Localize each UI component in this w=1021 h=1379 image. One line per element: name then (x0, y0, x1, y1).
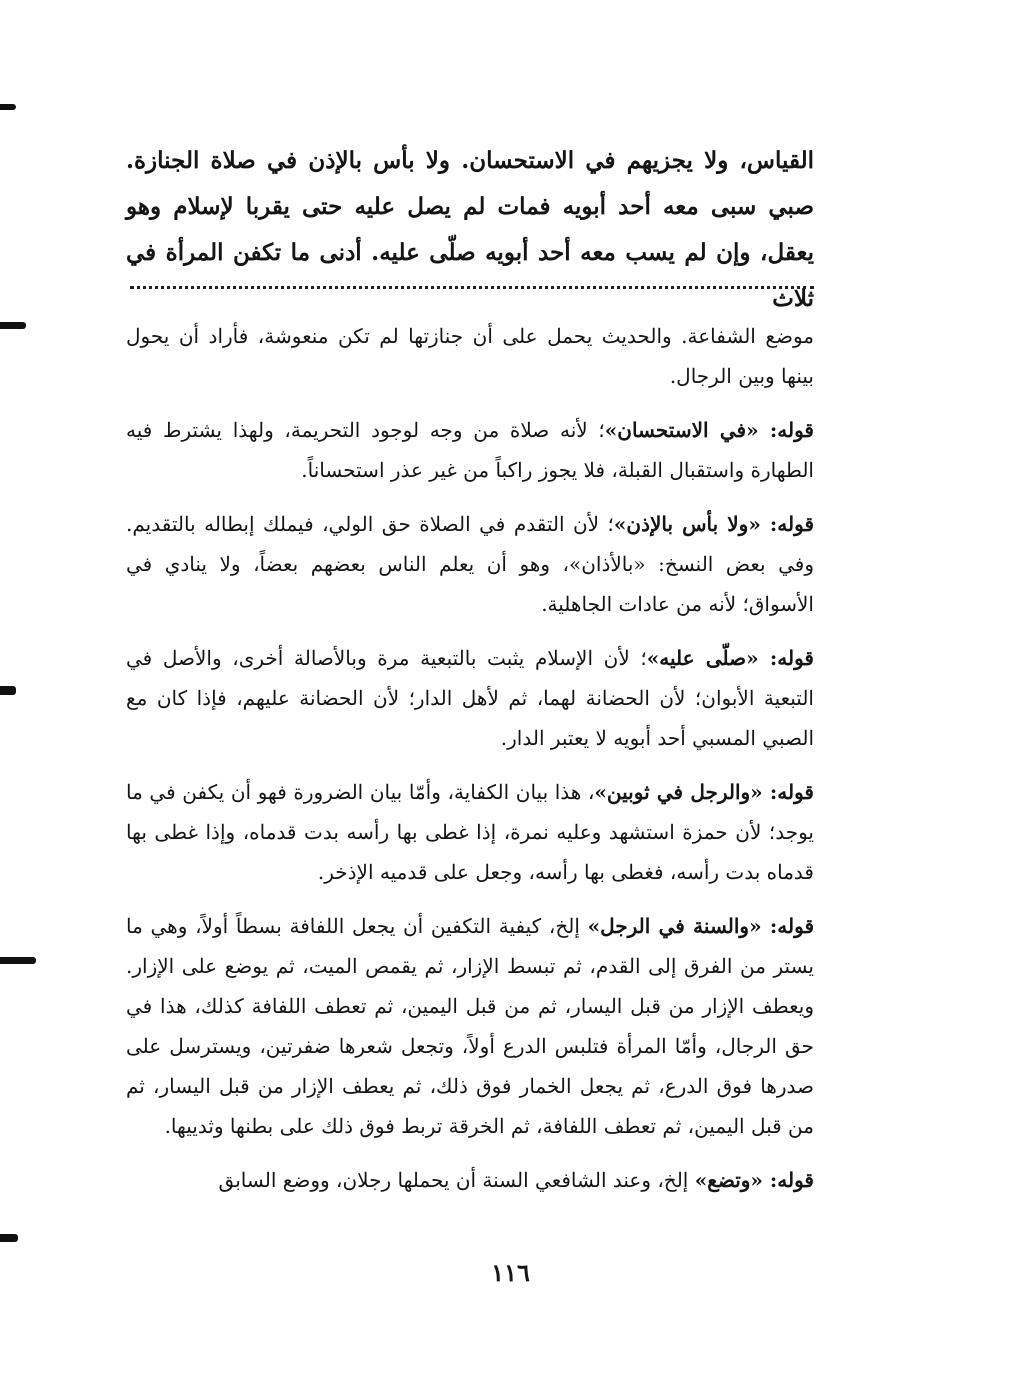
commentary (126, 316, 814, 1214)
margin-scan-mark (0, 104, 16, 110)
commentary-intro: موضع الشفاعة. والحديث يحمل على أن جنازتها لم تكن منعوشة، فأراد أن يحول بينها وبين الرجال. (126, 324, 814, 388)
paragraph-label: قوله: «صلّى عليه» (646, 646, 814, 670)
commentary-paragraph (126, 410, 814, 490)
margin-scan-mark (0, 957, 36, 964)
paragraph-label: قوله: «والرجل في ثوبين» (594, 780, 814, 804)
margin-scan-mark (0, 322, 26, 329)
commentary-paragraph (126, 638, 814, 758)
paragraph-label: قوله: «في الاستحسان» (604, 418, 814, 442)
commentary-paragraph (126, 1160, 814, 1200)
margin-scan-mark (0, 1234, 18, 1242)
paragraph-text: ، هذا بيان الكفاية، وأمّا بيان الضرورة فهو أن يكفن في ما يوجد؛ لأن حمزة استشهد وعليه نمرة، إذا غطى بها رأسه بدت قدماه، وإذا غطى بها قدماه بدت رأسه، فغطى بها رأسه، وجعل على قدميه الإذخر. (126, 780, 814, 884)
commentary-paragraph (126, 906, 814, 1146)
separator-dots (130, 286, 814, 289)
paragraph-label: قوله: «والسنة في الرجل» (587, 914, 814, 938)
paragraph-text: إلخ، وعند الشافعي السنة أن يحملها رجلان، ووضع السابق (218, 1168, 695, 1192)
paragraph-text: ؛ لأن التقدم في الصلاة حق الولي، فيملك إبطاله بالتقديم. وفي بعض النسخ: «بالأذان»، وهو أن يعلم الناس بعضهم بعضاً، ولا ينادي في الأسواق؛ لأنه من عادات الجاهلية. (126, 512, 814, 616)
paragraph-label: قوله: «ولا بأس بالإذن» (613, 512, 815, 536)
paragraph-label: قوله: «وتضع» (694, 1168, 814, 1192)
commentary-paragraph (126, 772, 814, 892)
paragraph-text: إلخ، كيفية التكفين أن يجعل اللفافة بسطاً أولاً، وهي ما يستر من الفرق إلى القدم، ثم تبسط الإزار، ثم يقمص الميت، ثم يوضع على الإزار. ويعطف الإزار من قبل اليسار، ثم من قبل اليمين، ثم تعطف اللفافة كذلك، هذا في حق الرجال، وأمّا المرأة فتلبس الدرع أولاً، وتجعل شعرها ضفرتين، ويسترسل على صدرها فوق الدرع، ثم يجعل الخمار فوق ذلك، ثم يعطف الإزار من قبل اليسار، ثم من قبل اليمين، ثم تعطف اللفافة، ثم الخرقة تربط فوق ذلك على بطنها وثدييها. (126, 914, 814, 1138)
main-text: القياس، ولا يجزيهم في الاستحسان. ولا بأس بالإذن في صلاة الجنازة. صبي سبى معه أحد أبويه فمات لم يصل عليه حتى يقربا لإسلام وهو يعقل، وإن لم يسب معه أحد أبويه صلّى عليه. أدنى ما تكفن المرأة في ثلاث (126, 147, 814, 312)
paragraph-text: ؛ لأن الإسلام يثبت بالتبعية مرة وبالأصالة أخرى، والأصل في التبعية الأبوان؛ لأن الحضانة لهما، ثم لأهل الدار؛ لأن الحضانة عليهم، فإذا كان مع الصبي المسبي أحد أبويه لا يعتبر الدار. (126, 646, 814, 750)
paragraph-text: ؛ لأنه صلاة من وجه لوجود التحريمة، ولهذا يشترط فيه الطهارة واستقبال القبلة، فلا يجوز راكباً من غير عذر استحساناً. (126, 418, 814, 482)
commentary-paragraph (126, 504, 814, 624)
page-number: ١١٦ (491, 1258, 530, 1287)
margin-scan-mark (0, 686, 16, 695)
